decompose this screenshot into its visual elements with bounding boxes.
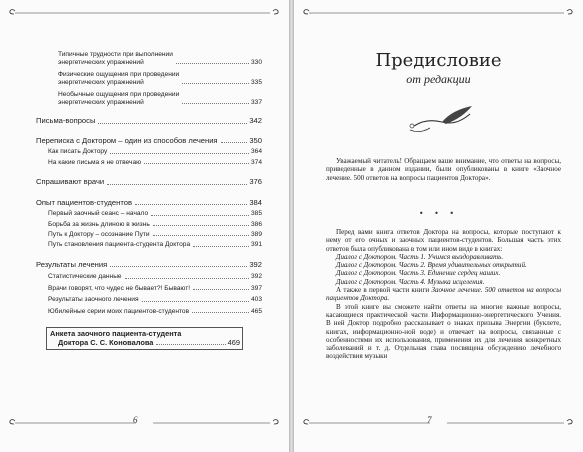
leader-dots <box>110 266 247 267</box>
toc-entry <box>36 148 262 155</box>
toc-entry-title: Юбилейные серии моих пациентов-студентов <box>48 307 190 315</box>
bottom-ornament <box>302 418 575 432</box>
toc-entry-title: Переписка с Доктором – один из способов лечения <box>36 135 218 145</box>
book-list-item: Диалог с Доктором. Часть 2. Время удивительных открытий. <box>336 261 527 270</box>
leader-dots <box>125 278 249 279</box>
toc-entry-title: Путь к Доктору – осознание Пути <box>48 231 150 238</box>
toc-entry <box>36 273 262 280</box>
paragraph: В этой книге вы сможете найти ответы на многие важные вопросы, касающиеся практической части Информационно-энергетического Учения. В ней Доктор подробно рассказывает о знаках призыва Энергии (буклете, книгах, информационно-ной воде) и отвечает на вопросы, связанные с особенностями их использования, применения их для лечения конкретных заболеваний и т. д. Отдельная глава посвящена обсуждению лечебного воздействия музыки <box>326 302 561 361</box>
chapter-subtitle: от редакции <box>406 72 471 86</box>
box-subtitle: Доктора С. С. Коновалова <box>58 337 154 347</box>
leader-dots <box>98 123 247 124</box>
top-ornament <box>8 8 281 18</box>
toc-entry-title: Первый заочный сеанс – начало <box>48 210 149 218</box>
toc-entry-page: 350 <box>249 135 262 145</box>
toc-entry <box>36 261 262 270</box>
toc-entry <box>36 88 262 106</box>
questionnaire-box <box>46 327 243 350</box>
toc-entry-page: 330 <box>250 58 262 66</box>
leader-dots <box>153 225 249 226</box>
toc-entry <box>36 48 262 66</box>
toc-entry-title: Путь становления пациента-студента Доктора <box>48 241 191 249</box>
toc-entry-title: На какие письма я не отвечаю <box>48 158 142 166</box>
leader-dots <box>193 246 249 247</box>
leader-dots <box>135 204 247 205</box>
leader-dots <box>182 103 249 104</box>
leader-dots <box>153 235 249 236</box>
toc-entry-title: Борьба за жизнь длиною в жизнь <box>48 220 150 228</box>
toc-entry-page: 342 <box>249 116 262 125</box>
toc-entry-page: 392 <box>249 259 262 269</box>
leader-dots <box>176 63 249 64</box>
toc-entry <box>36 285 262 292</box>
paragraph-text: А также в первой части книги <box>336 286 432 295</box>
toc-entry-page: 385 <box>250 210 262 218</box>
leader-dots <box>110 153 249 154</box>
intro-paragraph <box>326 157 561 182</box>
toc-entry-page: 374 <box>250 158 262 166</box>
toc-entry-page: 337 <box>250 98 262 106</box>
leader-dots <box>144 163 249 164</box>
toc-entry <box>36 117 262 126</box>
top-ornament <box>302 8 575 18</box>
toc-entry <box>36 137 262 146</box>
toc-entry-title: Статистические данные <box>48 273 122 281</box>
toc-entry-page: 389 <box>250 231 262 238</box>
book-list-item: Диалог с Доктором. Часть 1. Учимся выздоравливать. <box>336 252 504 261</box>
page-number: 7 <box>427 415 432 425</box>
toc-entry-page: 376 <box>249 177 262 186</box>
book-title: Заочное лечение. 500 ответов на вопросы пациентов Доктора. <box>326 286 561 303</box>
toc-entry <box>36 241 262 248</box>
box-line <box>50 339 240 348</box>
toc-entry-page: 335 <box>250 78 262 86</box>
toc-entry <box>36 221 262 228</box>
bottom-ornament <box>8 418 281 432</box>
intro-text: Уважаемый читатель! Обращаем ваше внимание, что ответы на вопросы, приведенные в данном издании, были опубликованы в книге «Заочное лечение. 500 ответов на вопросы пациентов Доктора». <box>326 157 561 182</box>
toc-entry-title: Как писать Доктору <box>48 148 108 156</box>
toc-entry-page: 391 <box>250 241 262 249</box>
leader-dots <box>182 83 249 84</box>
toc-entry <box>36 210 262 217</box>
toc-entry-title: Результаты заочного лечения <box>48 296 139 304</box>
paragraph: Перед вами книга ответов Доктора на вопросы, которые поступают к нему от его очных и заочных пациентов-студентов. Большая часть этих ответов была опубликована в том или ином виде в книгах: <box>326 228 561 253</box>
toc-entry <box>36 178 262 187</box>
toc-entry-title: Типичные трудности при выполнении энергетических упражнений <box>58 51 173 66</box>
leader-dots <box>156 344 225 345</box>
toc-entry-page: 397 <box>250 284 262 292</box>
toc-entry-page: 386 <box>250 220 262 228</box>
leader-dots <box>142 301 249 302</box>
leader-dots <box>193 289 249 290</box>
toc-entry-title: Результаты лечения <box>36 259 108 269</box>
toc-entry <box>36 159 262 166</box>
toc-entry <box>36 68 262 86</box>
toc-entry-title: Физические ощущения при проведении энергетических упражнений <box>58 71 180 86</box>
left-page <box>0 0 289 452</box>
toc-entry-page: 384 <box>249 197 262 207</box>
leader-dots <box>192 312 249 313</box>
toc-entry <box>36 296 262 303</box>
box-title: Анкета заочного пациента-студента <box>50 329 182 339</box>
toc-entry-title: Необычные ощущения при проведении энергетических упражнений <box>58 91 180 106</box>
section-separator: • • • <box>418 209 459 218</box>
toc-entry-title: Письма-вопросы <box>36 116 96 125</box>
toc-entry-title: Врачи говорят, что чудес не бывает?! Бывают! <box>48 284 191 292</box>
leader-dots <box>107 184 247 185</box>
toc-entry-page: 403 <box>250 296 262 304</box>
toc-entry-page: 364 <box>250 148 262 156</box>
toc-entry-title: Спрашивают врачи <box>36 177 105 186</box>
toc-entry <box>36 199 262 208</box>
book-list-item: Диалог с Доктором. Часть 4. Музыка исцеления. <box>336 277 485 286</box>
toc-entry <box>36 308 262 315</box>
quill-pen-icon <box>406 100 476 136</box>
table-of-contents <box>36 48 262 350</box>
paragraph <box>326 286 561 303</box>
toc-entry <box>36 231 262 238</box>
toc-entry-page: 465 <box>250 307 262 315</box>
leader-dots <box>221 142 248 143</box>
main-text <box>326 228 561 361</box>
chapter-title: Предисловие <box>375 50 502 71</box>
toc-entry-page: 392 <box>250 273 262 281</box>
leader-dots <box>151 215 249 216</box>
book-list-item: Диалог с Доктором. Часть 3. Единение сердец наших. <box>336 269 501 278</box>
page-number: 6 <box>133 415 138 425</box>
toc-entry-title: Опыт пациентов-студентов <box>36 197 132 207</box>
right-page <box>294 0 583 452</box>
box-page: 469 <box>227 337 240 347</box>
